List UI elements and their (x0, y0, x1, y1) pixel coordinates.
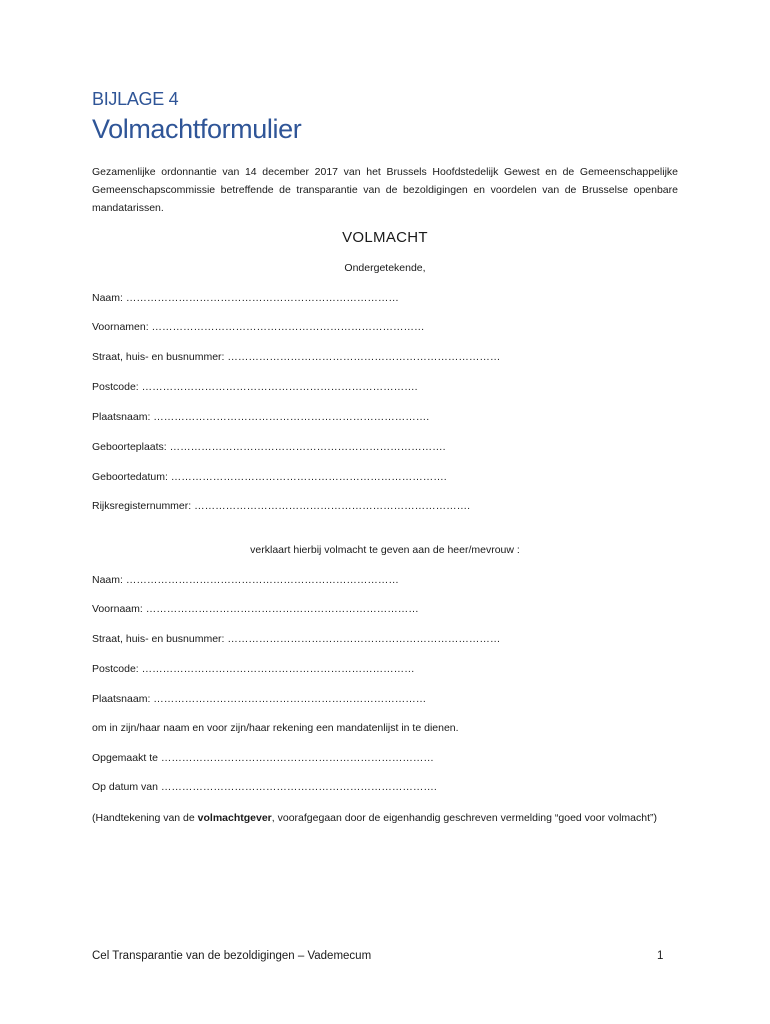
undersigned-label: Ondergetekende, (344, 262, 426, 274)
footer-text: Cel Transparantie van de bezoldigingen – Vademecum (92, 950, 372, 962)
principal-birthdate-field[interactable]: Geboortedatum: ……………………………………………………………………. (92, 471, 447, 483)
signature-note (92, 810, 678, 827)
signature-note-bold: volmachtgever (197, 812, 272, 824)
page-number: 1 (657, 950, 664, 962)
document-title: Volmachtformulier (92, 114, 302, 144)
principal-firstnames-field[interactable]: Voornamen: …………………………………………………………………… (92, 321, 425, 333)
agent-postcode-field[interactable]: Postcode: …………………………………………………………………… (92, 663, 415, 675)
principal-postcode-field[interactable]: Postcode: ……………………………………………………………………. (92, 381, 418, 393)
agent-street-field[interactable]: Straat, huis- en busnummer: …………………………………………………………………… (92, 633, 501, 645)
agent-firstname-field[interactable]: Voornaam: …………………………………………………………………… (92, 603, 419, 615)
signature-note-after: , voorafgegaan door de eigenhandig geschreven vermelding “goed voor volmacht”) (271, 812, 658, 824)
agent-city-field[interactable]: Plaatsnaam: …………………………………………………………………… (92, 693, 427, 705)
principal-name-field[interactable]: Naam: …………………………………………………………………… (92, 292, 399, 304)
declaration-text: verklaart hierbij volmacht te geven aan de heer/mevrouw : (250, 544, 520, 556)
annex-label: BIJLAGE 4 (92, 89, 179, 109)
purpose-text: om in zijn/haar naam en voor zijn/haar rekening een mandatenlijst in te dienen. (92, 722, 459, 734)
principal-street-field[interactable]: Straat, huis- en busnummer: …………………………………………………………………… (92, 351, 501, 363)
principal-city-field[interactable]: Plaatsnaam: ……………………………………………………………………. (92, 411, 430, 423)
made-on-field[interactable]: Op datum van ……………………………………………………………………. (92, 781, 437, 793)
made-in-field[interactable]: Opgemaakt te …………………………………………………………………… (92, 752, 434, 764)
principal-birthplace-field[interactable]: Geboorteplaats: ……………………………………………………………………. (92, 441, 446, 453)
agent-name-field[interactable]: Naam: …………………………………………………………………… (92, 574, 399, 586)
principal-national-number-field[interactable]: Rijksregisternummer: ……………………………………………………………………. (92, 500, 471, 512)
intro-paragraph: Gezamenlijke ordonnantie van 14 december 2017 van het Brussels Hoofdstedelijk Gewest en de Gemeenschappelijke Gemeenschapscommissie betreffende de transparantie van de bezoldigingen en voordelen van de Brusselse openbare mandatarissen. (92, 166, 678, 214)
section-heading: VOLMACHT (342, 229, 428, 246)
signature-note-before: (Handtekening van de (92, 812, 198, 824)
